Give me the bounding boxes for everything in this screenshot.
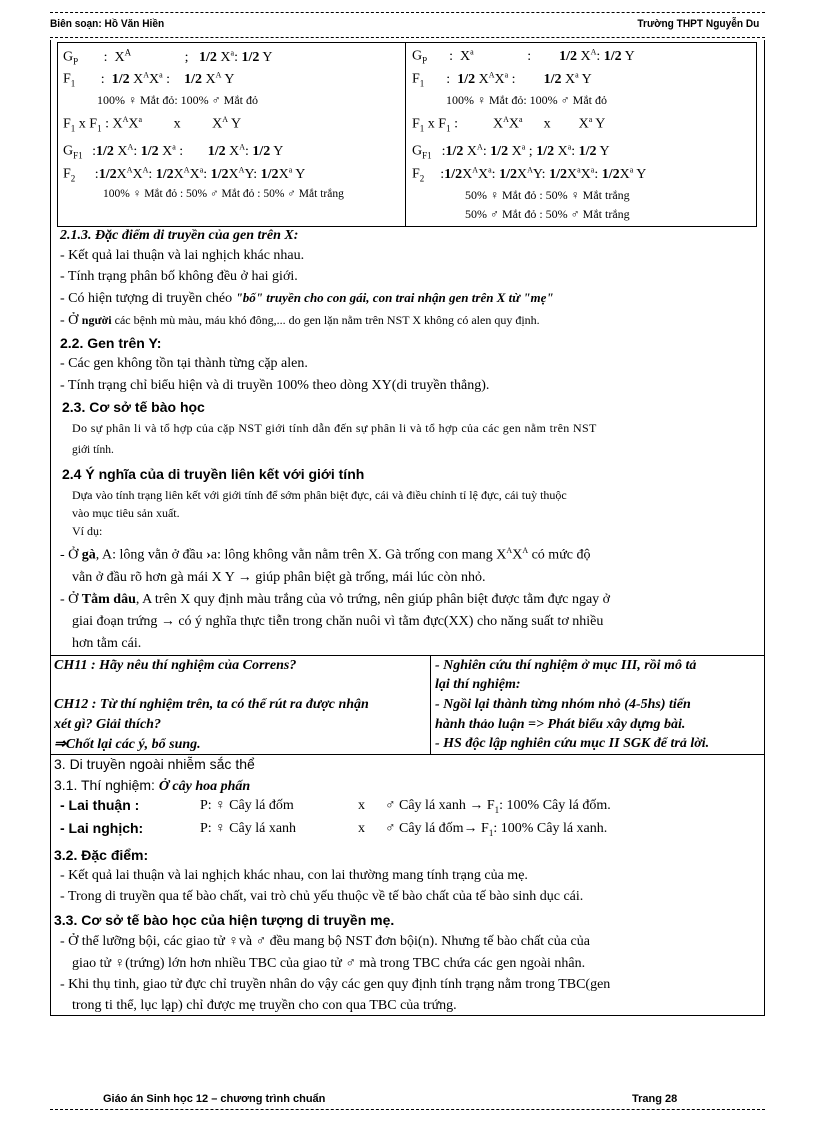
qa-a1b: lại thí nghiệm: — [435, 677, 521, 692]
qa-q2b: xét gì? Giải thích? — [54, 717, 161, 732]
s24-silkworm-2: giai đoạn trứng → có ý nghĩa thực tiễn trong chăn nuôi vì tằm đực(XX) cho năng suất tơ nhiều — [72, 614, 604, 629]
s23-l2: giới tính. — [72, 444, 114, 456]
s24-title: 2.4 Ý nghĩa của di truyền liên kết với giới tính — [62, 466, 365, 482]
qa-q3: ⇒Chốt lại các ý, bổ sung. — [54, 737, 201, 752]
s33-l2: giao tử ♀(trứng) lớn hơn nhiều TBC của giao tử ♂ mà trong TBC chứa các gen ngoài nhân. — [72, 956, 586, 971]
s31-row2-x: x — [358, 821, 365, 836]
s31-row2-m: ♂ Cây lá đốm→ $F_1$: 100% Cây lá xanh. — [385, 821, 608, 838]
s33-l1: - Ở thể lưỡng bội, các giao tử ♀và ♂ đều mang bộ NST đơn bội(n). Nhưng tế bào chất của của — [60, 934, 590, 949]
right-gf1: $G_{F1}$ :1/2 $X^A$: 1/2 $X^a$ ; 1/2 $X^a$: 1/2 Y — [412, 142, 610, 161]
s3-title: 3. Di truyền ngoài nhiễm sắc thể — [54, 756, 255, 772]
right-f1-result: 100% ♀ Mắt đỏ: 100% ♂ Mắt đỏ — [446, 93, 607, 107]
qa-a2a: - Ngồi lại thành từng nhóm nhỏ (4-5hs) tiến — [435, 697, 691, 712]
qa-a2b: hành thảo luận => Phát biểu xây dựng bài. — [435, 717, 686, 732]
left-f1-result: 100% ♀ Mắt đỏ: 100% ♂ Mắt đỏ — [97, 93, 258, 107]
qa-a1a: - Nghiên cứu thí nghiệm ở mục III, rồi mô tả — [435, 658, 697, 673]
s213-l4: - Ở người các bệnh mù màu, máu khó đông,... do gen lặn nằm trên NST X không có alen quy định. — [60, 313, 540, 328]
header-dashed-rule — [50, 37, 765, 38]
s23-title: 2.3. Cơ sở tế bào học — [62, 399, 205, 415]
right-f2: $F_2$ $:1/2X^AX^a$: $1/2X^AY$: $1/2X^aX^a$: $1/2X^a$ Y — [412, 165, 647, 184]
s22-l2: - Tính trạng chỉ biểu hiện và di truyền 100% theo dòng XY(di truyền thẳng). — [60, 378, 490, 393]
s33-title: 3.3. Cơ sở tế bào học của hiện tượng di truyền mẹ. — [54, 912, 395, 928]
s31-row1-x: x — [358, 798, 365, 813]
s33-l3: - Khi thụ tinh, giao tử đực chỉ truyền nhân do vậy các gen quy định tính trạng nằm trong TBC(gen — [60, 977, 611, 992]
s31-row1-label: - Lai thuận : — [60, 797, 140, 813]
s24-silkworm-3: hơn tằm cái. — [72, 636, 142, 651]
left-f2-result: 100% ♀ Mắt đỏ : 50% ♂ Mắt đỏ : 50% ♂ Mắt trắng — [103, 188, 344, 200]
right-f2-result-2: 50% ♂ Mắt đỏ : 50% ♂ Mắt trắng — [465, 207, 630, 221]
top-dashed-rule — [50, 12, 765, 13]
s24-l3: Ví dụ: — [72, 524, 103, 538]
school-line: Trường THPT Nguyễn Du — [637, 18, 760, 30]
qa-a3: - HS độc lập nghiên cứu mục II SGK để trả lời. — [435, 736, 710, 751]
s32-l2: - Trong di truyền qua tế bào chất, vai trò chủ yếu thuộc về tế bào chất của tế bào sinh dục cái. — [60, 889, 584, 904]
right-f1xf1: $F_1$ x $F_1$ : $X^AX^a$ x $X^a$ Y — [412, 115, 606, 134]
right-f2-result-1: 50% ♀ Mắt đỏ : 50% ♀ Mắt trắng — [465, 188, 630, 202]
s31-row1-m: ♂ Cây lá xanh → $F_1$: 100% Cây lá đốm. — [385, 798, 611, 815]
left-f1: $F_1$ : 1/2 $X^AX^a$ : 1/2 $X^A$ Y — [63, 70, 235, 89]
qa-q1: CH11 : Hãy nêu thí nghiệm của Correns? — [54, 658, 297, 673]
s24-chicken-2: vằn ở đầu rõ hơn gà mái X Y → giúp phân biệt gà trống, mái lúc còn nhỏ. — [72, 570, 486, 585]
s24-silkworm-1: - Ở Tằm dâu, A trên X quy định màu trắng của vỏ trứng, nên giúp phân biệt được tằm đực ngay ở — [60, 592, 611, 607]
s213-l3: - Có hiện tượng di truyền chéo "bố" truyền cho con gái, con trai nhận gen trên X từ "mẹ" — [60, 290, 554, 306]
s213-l1: - Kết quả lai thuận và lai nghịch khác nhau. — [60, 248, 305, 263]
s23-l1: Do sự phân li và tổ hợp của cặp NST giới tính dẫn đến sự phân li và tổ hợp của các gen nằm trên NST — [72, 421, 597, 435]
footer-dashed-rule — [50, 1109, 765, 1110]
right-f1: $F_1$ : 1/2 $X^AX^a$ : 1/2 $X^a$ Y — [412, 70, 592, 89]
left-f2: $F_2$ $:1/2X^AX^A$: $1/2X^AX^a$: $1/2X^AY$: $1/2X^a$ Y — [63, 165, 306, 184]
left-gf1: $G_{F1}$ :1/2 $X^A$: 1/2 $X^a$ : 1/2 $X^A$: 1/2 Y — [63, 142, 284, 161]
left-f1xf1: $F_1$ x $F_1$ : $X^AX^a$ x $X^A$ Y — [63, 115, 242, 134]
footer-title: Giáo án Sinh học 12 – chương trình chuẩn — [103, 1093, 326, 1105]
s33-l4: trong ti thể, lục lạp) chỉ được mẹ truyền cho con qua TBC của trứng. — [72, 998, 457, 1013]
qa-q2a: CH12 : Từ thí nghiệm trên, ta có thể rút ra được nhận — [54, 697, 369, 712]
left-gp: $G_P$ : $X^A$ ; 1/2 $X^a$: 1/2 Y — [63, 47, 273, 67]
author-line: Biên soạn: Hồ Văn Hiền — [50, 18, 165, 30]
s32-l1: - Kết quả lai thuận và lai nghịch khác nhau, con lai thường mang tính trạng của mẹ. — [60, 868, 528, 883]
s22-title: 2.2. Gen trên Y: — [60, 335, 162, 351]
s213-title: 2.1.3. Đặc điểm di truyền của gen trên X: — [60, 228, 299, 243]
qa-divider — [430, 655, 431, 754]
page-header — [50, 18, 760, 36]
s31-row2-p: P: ♀ Cây lá xanh — [200, 821, 297, 836]
right-gp: $G_P$ : $X^a$ : 1/2 $X^A$: 1/2 Y — [412, 47, 635, 66]
s31-title: 3.1. Thí nghiệm: Ở cây hoa phấn — [54, 777, 251, 794]
s213-l2: - Tính trạng phân bố không đều ở hai giới. — [60, 269, 298, 284]
s24-chicken-1: - Ở gà, A: lông vằn ở đầu ›a: lông không vằn nằm trên X. Gà trống con mang $X^AX^A$ có mức độ — [60, 546, 591, 563]
footer-page: Trang 28 — [632, 1093, 678, 1105]
s24-l2: vào mục tiêu sản xuất. — [72, 506, 180, 520]
s31-row1-p: P: ♀ Cây lá đốm — [200, 798, 294, 813]
s22-l1: - Các gen không tồn tại thành từng cặp alen. — [60, 356, 308, 371]
s31-row2-label: - Lai nghịch: — [60, 820, 144, 836]
s24-l1: Dựa vào tính trạng liên kết với giới tính để sớm phân biệt đực, cái và điều chỉnh tỉ lệ đực, cái tuỳ thuộc — [72, 488, 567, 502]
cross-table-divider — [405, 42, 406, 226]
s32-title: 3.2. Đặc điểm: — [54, 847, 149, 863]
